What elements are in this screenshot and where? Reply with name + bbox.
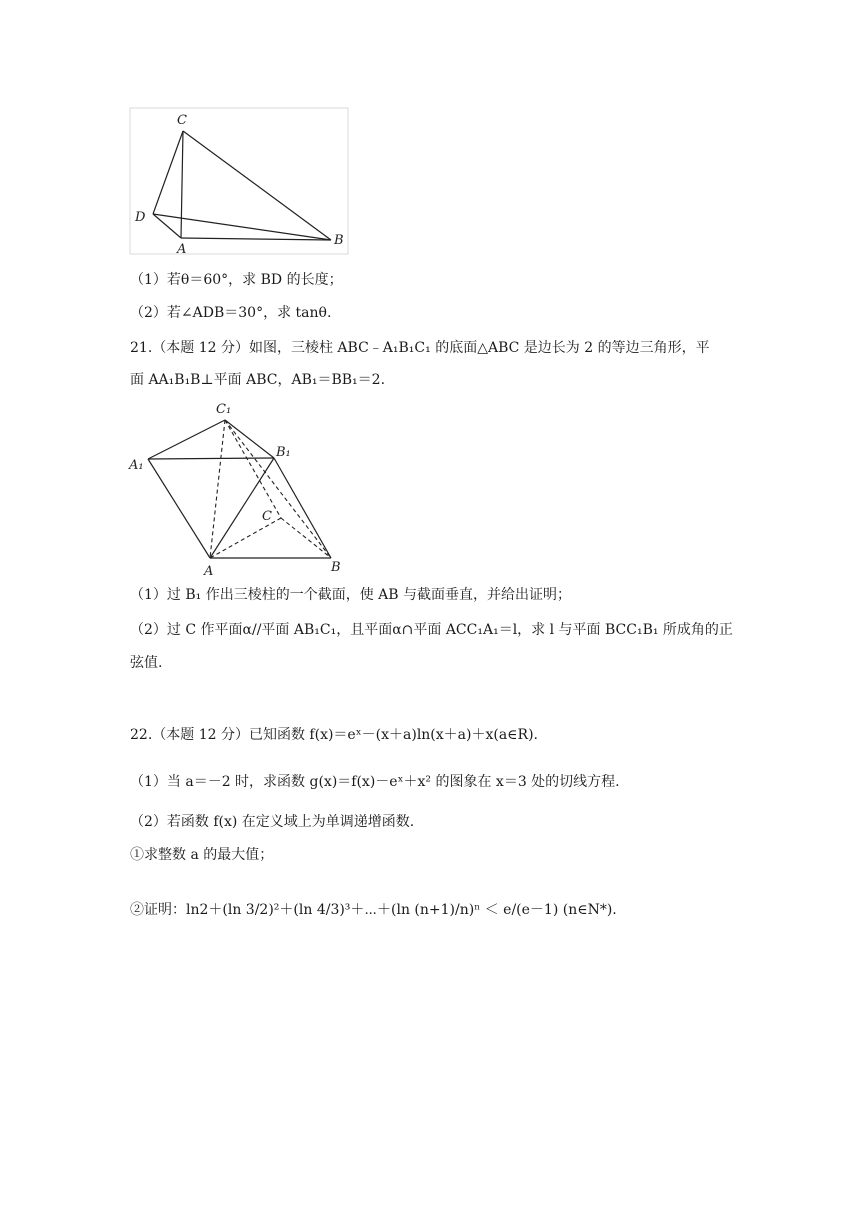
q20-part2: （2）若∠ADB＝30°，求 tanθ.: [130, 305, 332, 321]
q21-part2-line1: （2）过 C 作平面α//平面 AB₁C₁，且平面α∩平面 ACC₁A₁＝l，求 l 与平面 BCC₁B₁ 所成角的正: [130, 622, 733, 638]
q22-sub1: ①求整数 a 的最大值；: [130, 847, 274, 863]
figure-prism: [126, 398, 356, 578]
label-B1: B₁: [276, 445, 291, 460]
q21-stem-line2: 面 AA₁B₁B⊥平面 ABC，AB₁＝BB₁＝2.: [130, 372, 386, 388]
label-B: B: [334, 233, 344, 248]
label-C1: C₁: [216, 402, 232, 417]
label-A1: A₁: [129, 458, 144, 473]
label-D: D: [135, 210, 146, 225]
q22-part2: （2）若函数 f(x) 在定义域上为单调递增函数.: [130, 814, 415, 830]
figure-tetrahedron: [128, 106, 350, 258]
q22-part1: （1）当 a＝－2 时，求函数 g(x)＝f(x)－eˣ＋x² 的图象在 x＝3 处的切线方程.: [130, 774, 620, 790]
q21-stem-line1: 21.（本题 12 分）如图，三棱柱 ABC﹣A₁B₁C₁ 的底面△ABC 是边长为 2 的等边三角形，平: [130, 340, 710, 356]
label-B: B: [331, 560, 341, 575]
q21-part1: （1）过 B₁ 作出三棱柱的一个截面，使 AB 与截面垂直，并给出证明；: [130, 587, 572, 603]
q20-part1: （1）若θ＝60°，求 BD 的长度；: [130, 272, 343, 288]
label-C: C: [262, 509, 272, 524]
q22-sub2: ②证明：ln2＋(ln 3/2)²＋(ln 4/3)³＋⋯＋(ln (n+1)/n)ⁿ ＜ e/(e－1) (n∈N*).: [130, 902, 617, 918]
q22-stem: 22.（本题 12 分）已知函数 f(x)＝eˣ－(x＋a)ln(x＋a)＋x(a∈R).: [130, 727, 538, 743]
label-A: A: [177, 242, 187, 257]
label-A: A: [204, 564, 214, 578]
q21-part2-line2: 弦值.: [130, 655, 163, 671]
label-C: C: [177, 113, 187, 128]
